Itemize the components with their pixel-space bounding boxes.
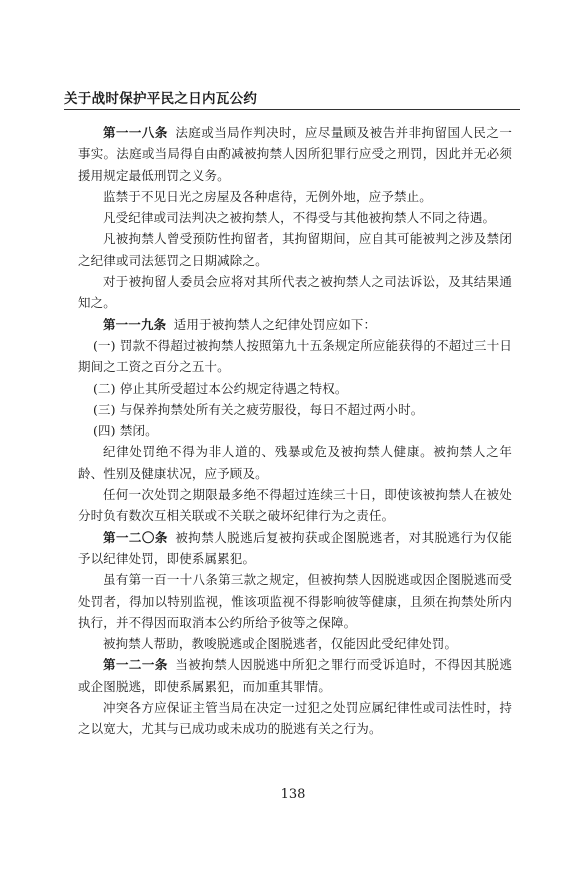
paragraph bbox=[78, 569, 512, 633]
paragraph-text: 任何一次处罚之期限最多绝不得超过连续三十日，即使该被拘禁人在被处分时负有数次互相关联或不关联之破坏纪律行为之责任。 bbox=[78, 487, 512, 524]
article-number: 第一一八条 bbox=[103, 125, 168, 140]
page-number: 138 bbox=[280, 787, 306, 802]
paragraph bbox=[78, 633, 512, 654]
paragraph-text: 法庭或当局作判决时，应尽量顾及被告并非拘留国人民之一事实。法庭或当局得自由酌减被拘禁人因所犯罪行应受之刑罚，因此并无必须援用规定最低刑罚之义务。 bbox=[78, 125, 512, 183]
paragraph-text: 冲突各方应保证主管当局在决定一过犯之处罚应属纪律性或司法性时，持之以宽大，尤其与已成功或未成功的脱逃有关之行为。 bbox=[78, 700, 512, 737]
article-paragraph bbox=[78, 527, 512, 570]
paragraph-text: 凡受纪律或司法判决之被拘禁人，不得受与其他被拘禁人不同之待遇。 bbox=[103, 210, 496, 226]
paragraph-text: (四) 禁闭。 bbox=[93, 423, 158, 439]
article-number: 第一二一条 bbox=[103, 657, 168, 673]
article-number: 第一一九条 bbox=[103, 316, 167, 332]
paragraph bbox=[78, 186, 512, 207]
paragraph bbox=[78, 207, 512, 228]
paragraph bbox=[78, 441, 512, 484]
paragraph bbox=[78, 271, 512, 314]
paragraph-text: 纪律处罚绝不得为非人道的、残暴或危及被拘禁人健康。被拘禁人之年龄、性别及健康状况，应予顾及。 bbox=[78, 444, 512, 481]
list-item bbox=[78, 399, 512, 420]
paragraph bbox=[78, 484, 512, 527]
paragraph-text: 凡被拘禁人曾受预防性拘留者，其拘留期间，应自其可能被判之涉及禁闭之纪律或司法惩罚之日期减除之。 bbox=[78, 231, 512, 268]
running-header: 关于战时保护平民之日内瓦公约 bbox=[64, 91, 258, 107]
body-text bbox=[78, 122, 512, 740]
paragraph-text: 被拘禁人帮助，教唆脱逃或企图脱逃者，仅能因此受纪律处罚。 bbox=[103, 636, 458, 652]
list-item bbox=[78, 378, 512, 399]
article-number: 第一二〇条 bbox=[103, 529, 168, 545]
article-paragraph bbox=[78, 314, 512, 335]
paragraph-text: 当被拘禁人因脱逃中所犯之罪行而受诉追时，不得因其脱逃或企图脱逃，即使系属累犯，而加重其罪情。 bbox=[78, 657, 512, 694]
paragraph-text: (二) 停止其所受超过本公约规定待遇之特权。 bbox=[93, 380, 348, 396]
list-item bbox=[78, 420, 512, 441]
paragraph-text: 对于被拘留人委员会应将对其所代表之被拘禁人之司法诉讼，及其结果通知之。 bbox=[78, 274, 512, 311]
header-rule bbox=[64, 109, 520, 110]
paragraph-text: 监禁于不见日光之房屋及各种虐待，无例外地，应予禁止。 bbox=[103, 188, 432, 204]
paragraph bbox=[78, 697, 512, 740]
paragraph-text: 适用于被拘禁人之纪律处罚应如下： bbox=[173, 316, 377, 332]
list-item bbox=[78, 335, 512, 378]
paragraph-text: 被拘禁人脱逃后复被拘获或企图脱逃者，对其脱逃行为仅能予以纪律处罚，即使系属累犯。 bbox=[78, 529, 512, 566]
article-paragraph bbox=[78, 654, 512, 697]
paragraph-text: 虽有第一百一十八条第三款之规定，但被拘禁人因脱逃或因企图脱逃而受处罚者，得加以特别监视，惟该项监视不得影响彼等健康，且须在拘禁处所内执行，并不得因而取消本公约所给予彼等之保障。 bbox=[78, 572, 512, 630]
article-paragraph bbox=[78, 122, 512, 186]
paragraph bbox=[78, 228, 512, 271]
paragraph-text: (一) 罚款不得超过被拘禁人按照第九十五条规定所应能获得的不超过三十日期间之工资之百分之五十。 bbox=[78, 337, 512, 375]
paragraph-text: (三) 与保养拘禁处所有关之疲劳服役，每日不超过两小时。 bbox=[93, 401, 424, 417]
